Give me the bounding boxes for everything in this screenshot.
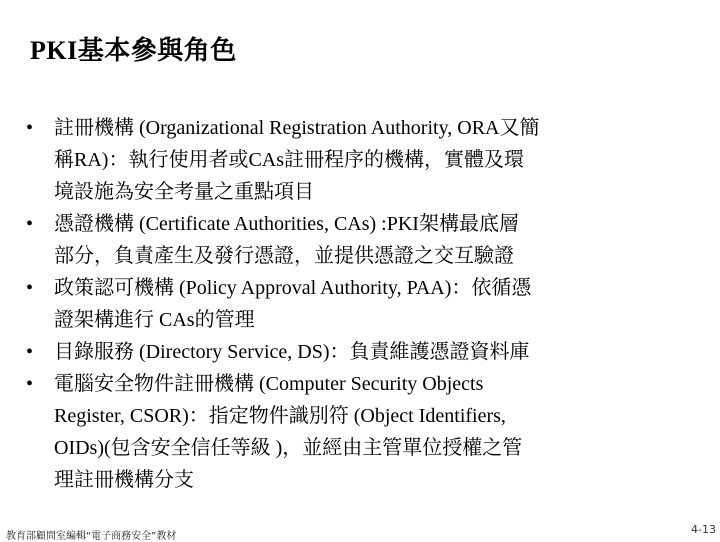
bullet-text-line: 註冊機構 (Organizational Registration Authority, ORA又簡 (54, 117, 540, 139)
footer-source: 教育部顧問室編輯“電子商務安全”教材 (6, 531, 177, 542)
bullet-text-line: 電腦安全物件註冊機構 (Computer Security Objects (54, 373, 484, 395)
bullet-dot: • (26, 373, 34, 395)
bullet-text-line: 稱RA)：執行使用者或CAs註冊程序的機構，實體及環 (54, 149, 525, 171)
bullet-text-line: 境設施為安全考量之重點項目 (54, 181, 314, 203)
bullet-text-line: 理註冊機構分支 (54, 469, 194, 491)
page-number: 4-13 (691, 523, 716, 536)
bullet-item (26, 368, 686, 496)
bullet-text-line: Register, CSOR)：指定物件識別符 (Object Identifiers, (54, 405, 506, 427)
bullet-item (26, 336, 686, 368)
bullet-dot: • (26, 277, 34, 299)
bullet-dot: • (26, 213, 34, 235)
bullet-text-line: 憑證機構 (Certificate Authorities, CAs) :PKI架構最底層 (54, 213, 519, 235)
bullet-list (26, 112, 686, 496)
bullet-item (26, 112, 686, 208)
bullet-text-line: 政策認可機構 (Policy Approval Authority, PAA)：依循憑 (54, 277, 532, 299)
bullet-text-line: 證架構進行 CAs的管理 (54, 309, 255, 331)
bullet-text-line: 部分，負責產生及發行憑證，並提供憑證之交互驗證 (54, 245, 514, 267)
bullet-item (26, 208, 686, 272)
bullet-text-line: OIDs)(包含安全信任等級 )，並經由主管單位授權之管 (54, 437, 523, 459)
bullet-text-line: 目錄服務 (Directory Service, DS)：負責維護憑證資料庫 (54, 341, 530, 363)
bullet-item (26, 272, 686, 336)
slide-title: PKI基本參與角色 (30, 36, 237, 65)
bullet-dot: • (26, 341, 34, 363)
bullet-dot: • (26, 117, 34, 139)
